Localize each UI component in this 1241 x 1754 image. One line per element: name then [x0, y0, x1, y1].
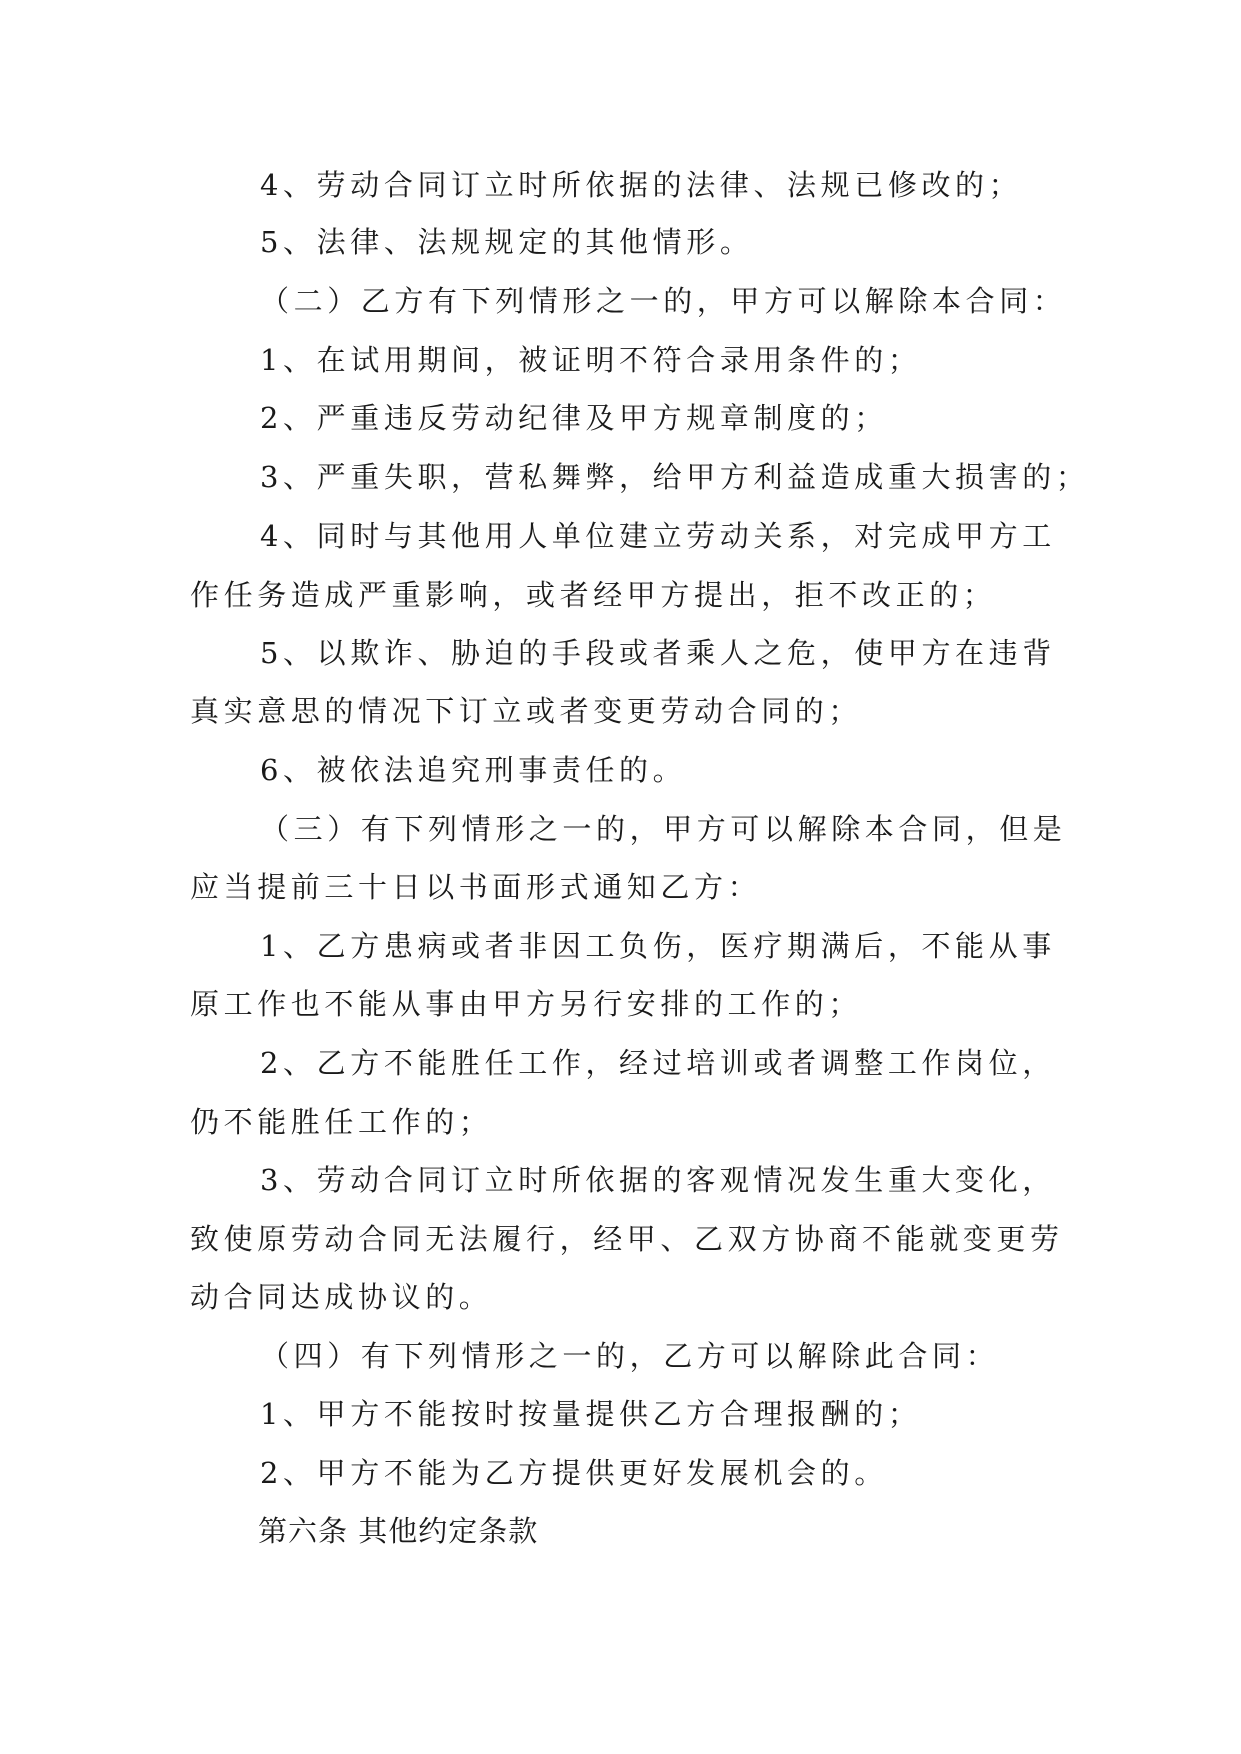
clause-line: 2、乙方不能胜任工作，经过培训或者调整工作岗位，	[260, 1046, 1056, 1080]
clause-line: 1、乙方患病或者非因工负伤，医疗期满后，不能从事	[260, 929, 1056, 963]
article-heading: 第六条 其他约定条款	[258, 1514, 539, 1548]
clause-line: 5、以欺诈、胁迫的手段或者乘人之危，使甲方在违背	[260, 636, 1056, 670]
clause-line: 4、同时与其他用人单位建立劳动关系，对完成甲方工	[260, 519, 1056, 553]
clause-continuation-line: 致使原劳动合同无法履行，经甲、乙双方协商不能就变更劳	[190, 1222, 1064, 1256]
clause-line: 2、甲方不能为乙方提供更好发展机会的。	[260, 1456, 888, 1490]
clause-line: 1、在试用期间，被证明不符合录用条件的；	[260, 343, 922, 377]
clause-continuation-line: 仍不能胜任工作的；	[190, 1105, 493, 1139]
section-heading-line: （四）有下列情形之一的，乙方可以解除此合同：	[260, 1339, 1000, 1373]
clause-line: 2、严重违反劳动纪律及甲方规章制度的；	[260, 401, 888, 435]
clause-line: 3、劳动合同订立时所依据的客观情况发生重大变化，	[260, 1163, 1056, 1197]
clause-line: 1、甲方不能按时按量提供乙方合理报酬的；	[260, 1397, 922, 1431]
section-heading-line: （三）有下列情形之一的，甲方可以解除本合同，但是	[260, 812, 1067, 846]
clause-line: 4、劳动合同订立时所依据的法律、法规已修改的；	[260, 168, 1023, 202]
section-heading-line: （二）乙方有下列情形之一的，甲方可以解除本合同：	[260, 284, 1067, 318]
clause-continuation-line: 真实意思的情况下订立或者变更劳动合同的；	[190, 694, 863, 728]
clause-continuation-line: 作任务造成严重影响，或者经甲方提出，拒不改正的；	[190, 578, 997, 612]
clause-continuation-line: 动合同达成协议的。	[190, 1280, 493, 1314]
clause-line: 6、被依法追究刑事责任的。	[260, 753, 687, 787]
clause-continuation-line: 原工作也不能从事由甲方另行安排的工作的；	[190, 987, 863, 1021]
section-heading-continuation-line: 应当提前三十日以书面形式通知乙方：	[190, 870, 762, 904]
clause-line: 3、严重失职，营私舞弊，给甲方利益造成重大损害的；	[260, 460, 1090, 494]
clause-line: 5、法律、法规规定的其他情形。	[260, 225, 754, 259]
